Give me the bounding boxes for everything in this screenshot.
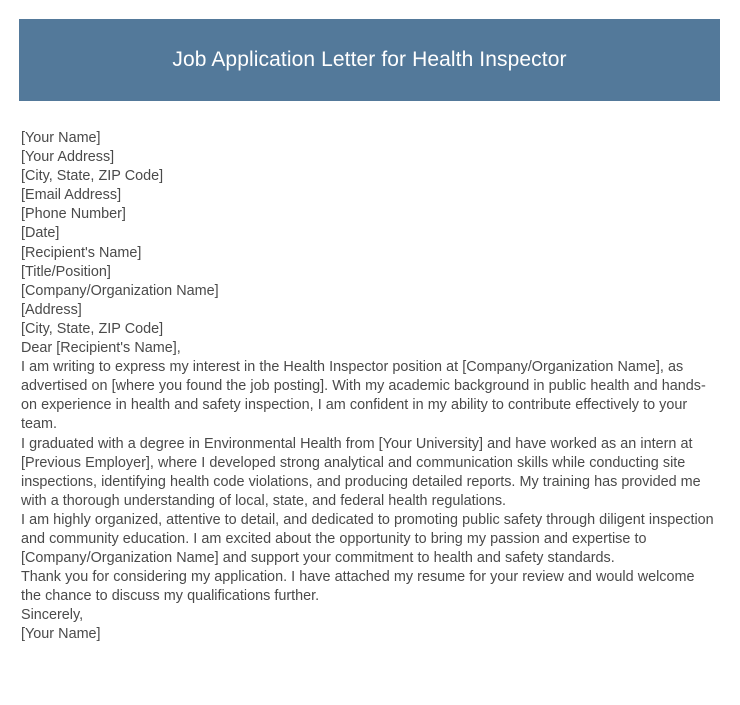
letter-body [21, 129, 717, 645]
sender-line: [Your Name] [21, 130, 101, 146]
recipient-address-block [21, 244, 717, 339]
date-line: [Date] [21, 225, 60, 242]
signature-line: [Your Name] [21, 626, 101, 643]
letter-paragraph: I graduated with a degree in Environmental Health from [Your University] and have worked as an intern at [Previous Employer], where I developed strong analytical and communication skills while conducting site inspections, identifying health code violations, and producing detailed reports. My training has provided me with a thorough understanding of local, state, and federal health regulations. [21, 435, 701, 509]
recipient-line: [Title/Position] [21, 263, 111, 280]
sender-line: [Phone Number] [21, 206, 126, 223]
sender-line: [Email Address] [21, 187, 122, 204]
recipient-line: [Recipient's Name] [21, 244, 142, 261]
closing-line: Sincerely, [21, 607, 84, 624]
letter-paragraph: Thank you for considering my application. I have attached my resume for your review and would welcome the chance to discuss my qualifications further. [21, 569, 695, 605]
document-header-banner [19, 19, 720, 101]
salutation: Dear [Recipient's Name], [21, 340, 181, 357]
letter-paragraph: I am highly organized, attentive to detail, and dedicated to promoting public safety through diligent inspection and community education. I am excited about the opportunity to bring my passion and expertise to [Company/Organization Name] and support your commitment to health and safety standards. [21, 511, 714, 567]
recipient-line: [Address] [21, 301, 82, 318]
sender-address-block [21, 129, 717, 224]
letter-paragraph: I am writing to express my interest in the Health Inspector position at [Company/Organization Name], as advertised on [where you found the job posting]. With my academic background in public health and hands-on experience in health and safety inspection, I am confident in my ability to contribute effectively to your team. [21, 359, 706, 433]
recipient-line: [City, State, ZIP Code] [21, 320, 164, 337]
sender-line: [City, State, ZIP Code] [21, 168, 164, 185]
page-title: Job Application Letter for Health Inspector [172, 48, 567, 72]
recipient-line: [Company/Organization Name] [21, 282, 219, 299]
sender-line: [Your Address] [21, 149, 115, 166]
